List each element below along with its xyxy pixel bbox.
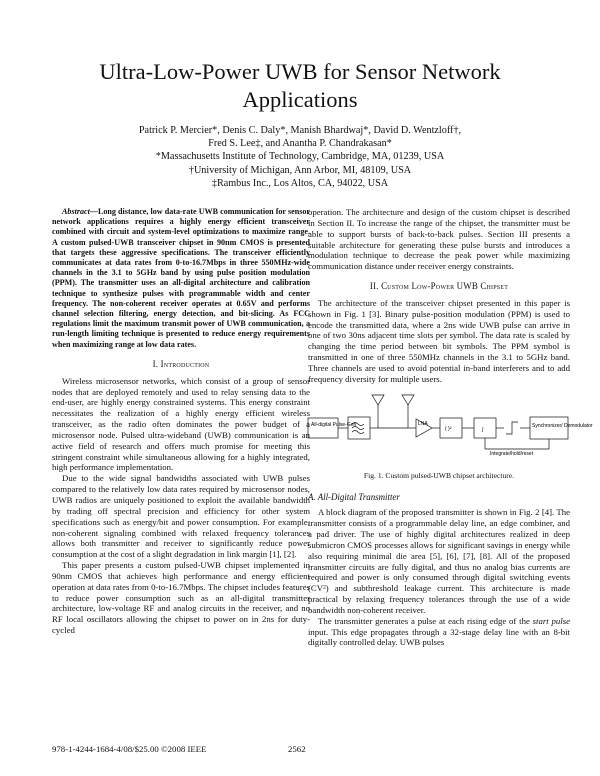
- affiliation-1: *Massachusetts Institute of Technology, Cambridge, MA, 01239, USA: [155, 151, 445, 163]
- antenna-icon-rx: [402, 395, 414, 405]
- intro-paragraph-2: Due to the wide signal bandwidths associated with UWB pulses compared to the relatively low data rates required by microsensor nodes, UWB radios are uniquely positioned to exploit the available bandwidth by trading off spectral precision and efficiency for other system specifications such as energy/bit and power consumption. For example, non-coherent signaling combined with relaxed frequency tolerances allows both transmitter and receiver to significantly reduce power consumption at the cost of a slight degradation in link margin [1], [2].: [52, 473, 310, 560]
- affiliation-3: ‡Rambus Inc., Los Altos, CA, 94022, USA: [211, 177, 389, 189]
- section-number: II.: [369, 281, 379, 292]
- abstract-text: Long distance, low data-rate UWB communication for sensor network applications requires a highly energy efficient transceiver combined with circuit and system-level optimizations to maximize range. A custom pulsed-UWB transceiver chipset in 90nm CMOS is presented that targets these aggressive specifications. The transceiver efficiently communicates at data rates from 0-to-16.7Mbps in three 550MHz-wide channels in the 3.1 to 5GHz band by using pulse position modulation (PPM). The transmitter uses an all-digital architecture and calibration technique to synthesize pulses with programmable width and center frequency. The non-coherent receiver operates at 0.65V and performs channel selection filtering, energy detection, and bit-slicing. As FCC regulations limit the maximum transmit power of UWB communication, a run-length limiting technique is presented to reduce energy requirements when maximizing range at low data rates.: [52, 207, 310, 349]
- page-number: 2562: [288, 744, 306, 754]
- text-run: input. This edge propagates through a 32-stage delay line with an 8-bit digitally controlled delay. UWB pulses: [308, 626, 570, 648]
- paper-title: Ultra-Low-Power UWB for Sensor Network Applications: [99, 59, 501, 112]
- pulse-gen-label: All-digital Pulse-Gen: [311, 421, 357, 428]
- filter-block: [348, 417, 370, 439]
- left-column: [52, 207, 310, 636]
- integrate-hold-reset-label: Integrate/hold/reset: [490, 450, 534, 457]
- abstract-lead: Abstract—: [62, 207, 98, 216]
- chipset-paragraph-1: The architecture of the transceiver chipset presented in this paper is shown in Fig. 1 [3]. Binary pulse-position modulation (PPM) is used to encode the transmitted data, where a 2ns wide UWB pulse can arrive in one of two 30ns adjacent time slots per symbol. The data rate is scaled by changing the time period between bit symbols. The PPM symbol is transmitted in one of three 550MHz channels in the 3.1 to 5GHz band. Three channels are used to avoid potential in-band interferers and to add frequency diversity for multiple users.: [308, 297, 570, 384]
- transmitter-paragraph-1: A block diagram of the proposed transmitter is shown in Fig. 2 [4]. The transmitter consists of a programmable delay line, an edge combiner, and a pad driver. The use of highly digital architectures realized in deep submicron CMOS processes allows for significant savings in energy while also requiring minimal die area [5], [6], [7], [8]. All of the proposed transmitter circuits are fully digital, and thus no analog bias currents are required and power is only consumed through digital switching events (CV²) and subthreshold leakage current. This architecture is made practical by relaxing frequency tolerances through the use of a wide bandwidth non-coherent receiver.: [308, 507, 570, 615]
- section-title: Introduction: [160, 358, 210, 369]
- author-line-1: Patrick P. Mercier*, Denis C. Daly*, Manish Bhardwaj*, David D. Wentzloff†,: [138, 125, 462, 136]
- section-number: I.: [152, 358, 159, 369]
- emphasis: start pulse: [532, 615, 570, 626]
- right-paragraph-1: operation. The architecture and design of the custom chipset is described in Section II. To increase the range of the chipset, the transmitter must be able to support bursts of back-to-back pulses. Section III presents a suitable architecture for generating these pulse bursts and introduces a modulation technique to decrease the peak power while maximizing communication distance under receiver energy constraints.: [308, 207, 570, 272]
- affiliation-2: †University of Michigan, Ann Arbor, MI, 48109, USA: [188, 164, 412, 176]
- architecture-diagram: [308, 391, 593, 467]
- square-label: ( )²: [445, 425, 452, 432]
- author-block: [40, 124, 560, 190]
- figure-1: [308, 391, 593, 467]
- pulse-gen-block: [308, 418, 338, 438]
- abstract: [52, 207, 310, 350]
- figure-1-caption: Fig. 1. Custom pulsed-UWB chipset architecture.: [363, 470, 515, 480]
- integrator-label: ∫: [482, 426, 484, 433]
- section-heading-chipset: [308, 281, 570, 292]
- section-title: Custom Low-Power UWB Chipset: [381, 281, 509, 292]
- author-line-2: Fred S. Lee‡, and Anantha P. Chandrakasan*: [208, 138, 392, 150]
- lna-label: LNA: [418, 420, 428, 427]
- section-heading-introduction: [52, 359, 310, 370]
- antenna-icon-tx: [372, 395, 384, 405]
- integrator-block: [474, 418, 496, 438]
- text-run: The transmitter generates a pulse at each rising edge of the: [318, 615, 533, 626]
- sync-label: Synchronizer/ Demodulator: [532, 422, 593, 429]
- transmitter-paragraph-2: [308, 616, 570, 649]
- subsection-heading-transmitter: A. All-Digital Transmitter: [308, 491, 400, 502]
- right-column: [308, 207, 593, 648]
- footer-isbn: 978-1-4244-1684-4/08/$25.00 ©2008 IEEE: [52, 744, 207, 754]
- intro-paragraph-3: This paper presents a custom pulsed-UWB chipset implemented in 90nm CMOS that achieves high performance and energy efficient operation at data rates from 0-to-16.7Mbps. The chipset includes features to reduce power consumption such as an all-digital transmitter architecture, low-voltage RF and analog circuits in the receiver, and no RF local oscillators allowing the chipset to power on in 2ns for duty-cycled: [52, 560, 310, 636]
- intro-paragraph-1: Wireless microsensor networks, which consist of a group of sensor nodes that are deployed remotely and used to relay sensing data to the end-user, are highly energy constrained systems. This energy constraint necessitates the realization of a highly energy efficient wireless transceiver, as the radio often dominates the power budget of a microsensor node. Pulsed ultra-wideband (UWB) communication is an active field of research and offers much promise for meeting this stringent constraint while simultaneous allowing for a highly integrated, high performance implementation.: [52, 375, 310, 473]
